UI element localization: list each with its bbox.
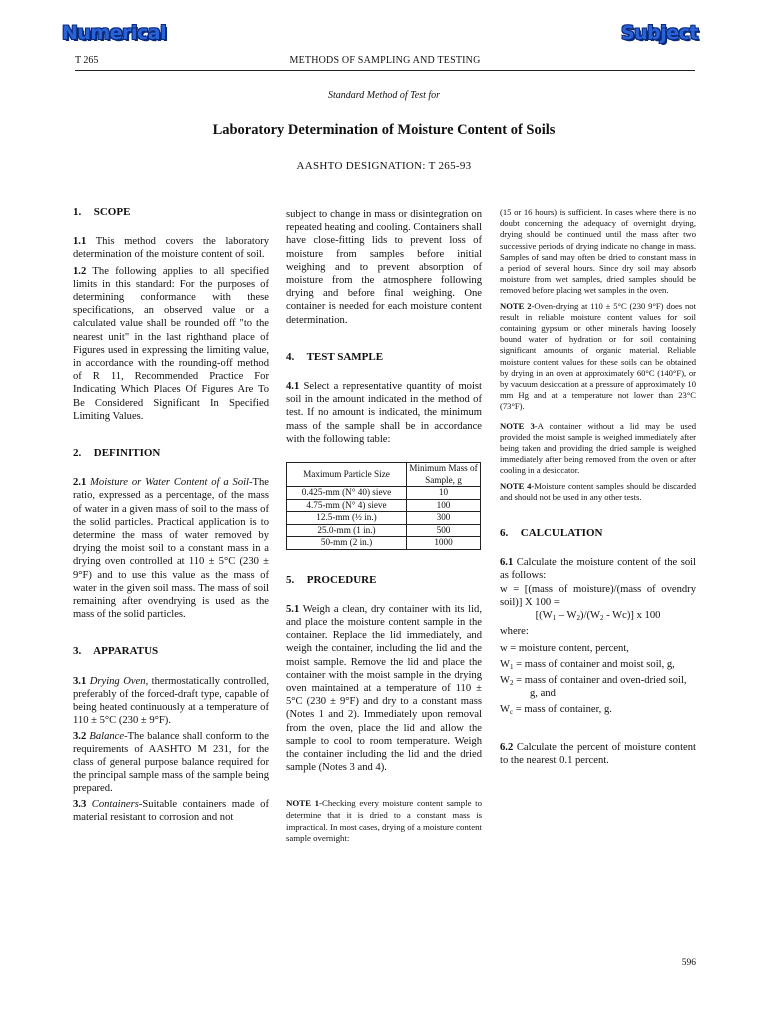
- paragraph-5-1: 5.1 Weigh a clean, dry container with its lid, and place the moisture content sample in the container. Replace the lid immediately, and weigh the container, including the lid and the moist sample. Remove the lid and place the container with the moist sample in the drying oven maintained at a temperature of 110 ± 5°C (230 ± 9°F) and dry to a constant mass (Notes 1 and 2). Immediately upon removal from the oven, place the lid and allow the sample to cool to room temperature. Weigh the container including the lid and the dried sample (Notes 3 and 4).: [286, 603, 482, 774]
- definition-w2: $W_2$ = mass of container and oven-dried soil, g, and: [500, 674, 687, 700]
- standard-code: T 265: [75, 55, 99, 66]
- moisture-formula-expanded: $[(W_1 - W_2)/(W_2 - Wc)]$ x 100: [535, 610, 661, 623]
- section-heading-calculation: 6. CALCULATION: [500, 527, 603, 540]
- sample-size-table: [286, 462, 481, 550]
- table-row: [287, 499, 481, 512]
- where-label: where:: [500, 626, 529, 638]
- table-header: Maximum Particle Size: [287, 463, 407, 487]
- running-title: METHODS OF SAMPLING AND TESTING: [289, 55, 481, 66]
- section-heading-scope: 1. SCOPE: [73, 206, 131, 218]
- paragraph-1-2: 1.2 The following applies to all specified limits in this standard: For the purposes of determining conformance with these specifications, an observed value or a calculated value shall be rounded off "to the nearest unit" in the last righthand place of Figures used in expressing the limiting value, in accordance with the rounding-off method of R 11, Recommended Practice For Indicating Which Places Of Figures Are To Be Considered Significant In Specified Limiting Values.: [73, 265, 269, 422]
- numerical-stamp: Numerical: [62, 22, 167, 44]
- section-heading-definition: 2. DEFINITION: [73, 447, 161, 460]
- table-cell: 500: [407, 524, 481, 537]
- definition-w1: $W_1$ = mass of container and moist soil, g,: [500, 658, 675, 671]
- document-title: Laboratory Determination of Moisture Content of Soils: [212, 122, 556, 138]
- paragraph-6-1: 6.1 Calculate the moisture content of the soil as follows:: [500, 557, 696, 582]
- table-row: [287, 487, 481, 500]
- column-3: [500, 207, 696, 767]
- definition-wc: $W_c$ = mass of container, g.: [500, 704, 612, 717]
- table-cell: 4.75-mm (N° 4) sieve: [287, 499, 407, 512]
- paragraph-2-1: 2.1 Moisture or Water Content of a Soil-The ratio, expressed as a percentage, of the mass of water in a given mass of soil to the mass of the solid particles. Practical application is to determine the mass of water removed by drying the moist soil to a constant mass in a drying oven controlled at 110 ± 5°C (230 ± 9°F) and to use this value as the mass of water in the given soil mass. The mass of soil remaining after ovendrying is used as the mass of the solid particles.: [73, 477, 269, 621]
- paragraph-3-1: 3.1 Drying Oven, thermostatically controlled, preferably of the forced-draft type, capable of being heated continuously at a temperature of 110 ± 5°C (230 ± 9°F).: [73, 675, 269, 727]
- page-number: 596: [681, 958, 696, 968]
- table-cell: 1000: [407, 537, 481, 550]
- paragraph-1-1: 1.1 This method covers the laboratory determination of the moisture content of soil.: [73, 236, 269, 261]
- table-cell: 100: [407, 499, 481, 512]
- paragraph-3-3: 3.3 Containers-Suitable containers made of material resistant to corrosion and not: [73, 798, 269, 823]
- table-header: Minimum Mass of Sample, g: [407, 463, 481, 487]
- header-rule: [75, 70, 695, 71]
- column-2: [286, 208, 482, 845]
- table-row: [287, 537, 481, 550]
- column-1: [73, 206, 269, 824]
- table-cell: 0.425-mm (N° 40) sieve: [287, 487, 407, 500]
- page-header: [75, 55, 695, 69]
- table-cell: 25.0-mm (1 in.): [287, 524, 407, 537]
- moisture-formula: w = [(mass of moisture)/(mass of ovendry soil)] X 100 =: [500, 583, 696, 608]
- subject-stamp: Subject: [620, 22, 698, 44]
- note-4: NOTE 4-Moisture content samples should be discarded and should not be used in any other tests.: [500, 480, 696, 502]
- section-heading-test-sample: 4. TEST SAMPLE: [286, 350, 384, 363]
- definition-w: w = moisture content, percent,: [500, 642, 629, 654]
- table-cell: 12.5-mm (½ in.): [287, 512, 407, 525]
- note-3: NOTE 3-A container without a lid may be used provided the moist sample is weighed immediately after being taken and providing the dried sample is weighed immediately after being removed from the oven or after cooling in a desiccator.: [500, 420, 696, 476]
- table-row: [287, 512, 481, 525]
- note-1-continued: (15 or 16 hours) is sufficient. In cases where there is no doubt concerning the adequacy of overnight drying, drying should be continued until the mass after two successive periods of drying indicate no change in mass. Samples of sand may often be dried to constant mass in a period of several hours. Since dry soil may absorb moisture from wet samples, dried samples should be removed before placing wet samples in the oven.: [500, 207, 696, 296]
- table-row: [287, 524, 481, 537]
- table-cell: 50-mm (2 in.): [287, 537, 407, 550]
- note-1: NOTE 1-Checking every moisture content sample to determine that it is dried to a constant mass is impractical. In most cases, drying of a moisture content sample overnight:: [286, 798, 482, 844]
- section-heading-apparatus: 3. APPARATUS: [73, 645, 159, 658]
- paragraph-4-1: 4.1 Select a representative quantity of moist soil in the amount indicated in the method of test. If no amount is indicated, the minimum mass of the sample shall be in accordance with the following table:: [286, 381, 482, 445]
- table-cell: 300: [407, 512, 481, 525]
- note-2: NOTE 2-Oven-drying at 110 ± 5°C (230 9°F) does not result in reliable moisture content values for soil containing gypsum or other minerals having loosely bound water of hydration or for soil containing significant amounts of organic material. Reliable moisture content values for these soils can be obtained by drying in an oven at approximately 60°C (140°F), or by vacuum desiccation at a pressure of approximately 10 mm Hg and at a temperature not lower than 23°C (73°F).: [500, 300, 696, 412]
- aashto-designation: AASHTO DESIGNATION: T 265-93: [296, 160, 472, 172]
- paragraph-3-2: 3.2 Balance-The balance shall conform to the requirements of AASHTO M 231, for the class of general purpose balance required for the principal sample mass of the sample being prepared.: [73, 730, 269, 795]
- table-cell: 10: [407, 487, 481, 500]
- document-subtitle: Standard Method of Test for: [327, 90, 441, 101]
- paragraph-6-2: 6.2 Calculate the percent of moisture content to the nearest 0.1 percent.: [500, 741, 696, 766]
- table-header-row: [287, 463, 481, 487]
- section-heading-procedure: 5. PROCEDURE: [286, 573, 377, 586]
- paragraph-3-3-continued: subject to change in mass or disintegration on repeated heating and cooling. Containers shall have close-fitting lids to prevent loss of moisture from samples before initial weighing and to prevent absorption of moisture from the atmosphere following drying and before final weighing. One container is needed for each moisture content determination.: [286, 209, 482, 326]
